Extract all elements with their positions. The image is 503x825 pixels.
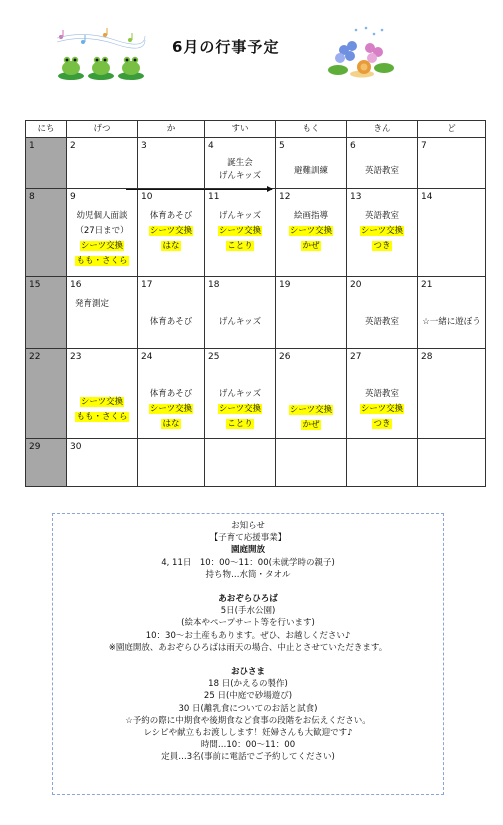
notice-section-label: 【子育て応援事業】 [209, 533, 287, 544]
hydrangea-pink [365, 43, 383, 63]
calendar-day-cell [26, 439, 67, 487]
day-number: 6 [350, 141, 356, 151]
day-number: 25 [208, 352, 220, 362]
calendar-day-cell [138, 138, 205, 189]
garden-line: 持ち物…水筒・タオル [205, 569, 291, 580]
day-number: 15 [29, 280, 41, 290]
event-text: かぜ [302, 241, 320, 251]
sheet-change-event [347, 404, 417, 415]
calendar-day-cell [347, 277, 418, 349]
event-label [205, 317, 275, 328]
event-text: シーツ交換 [149, 226, 193, 236]
page-title: 6月の行事予定 [172, 38, 280, 56]
sheet-change-event [347, 226, 417, 237]
event-text: もも・さくら [76, 256, 128, 266]
day-number: 13 [350, 192, 362, 202]
event-label [205, 211, 275, 222]
ohisama-line: レシピや献立もお渡しします！妊婦さんも大歓迎です♪ [143, 728, 353, 739]
event-text: もも・さくら [76, 412, 128, 422]
day-number: 20 [350, 280, 362, 290]
weekday-fri: きん [347, 121, 418, 138]
event-text: 体育あそび [149, 211, 193, 221]
day-number: 12 [279, 192, 291, 202]
notice-heading: お知らせ [231, 521, 265, 531]
measurement-period-arrow [126, 189, 272, 190]
event-text: シーツ交換 [80, 241, 124, 251]
monthly-calendar [25, 120, 486, 487]
sheet-change-event [347, 241, 417, 252]
frog-2 [88, 57, 114, 80]
event-text: げんキッズ [218, 211, 262, 221]
weekday-header-row [26, 121, 486, 138]
event-text: シーツ交換 [80, 397, 124, 407]
event-label [347, 317, 417, 328]
event-label [418, 317, 485, 328]
event-text: 英語教室 [364, 211, 399, 221]
ohisama-line: 25 日(中庭で砂場遊び) [203, 691, 293, 702]
calendar-day-cell [347, 138, 418, 189]
calendar-day-cell [138, 277, 205, 349]
event-text: つき [373, 241, 391, 251]
event-text: 誕生会 [227, 158, 253, 168]
weekday-mon: げつ [67, 121, 138, 138]
event-text: 英語教室 [364, 317, 399, 327]
event-text: 体育あそび [149, 317, 193, 327]
event-label [138, 317, 204, 328]
event-label [205, 158, 275, 169]
calendar-day-cell [418, 349, 486, 439]
sheet-change-event [205, 404, 275, 415]
aozora-line: ※園庭開放、あおぞらひろばは雨天の場合、中止とさせていただきます。 [108, 642, 388, 653]
event-label [347, 389, 417, 400]
sheet-change-event [276, 241, 346, 252]
aozora-line: (絵本やペープサート等を行います) [181, 618, 315, 629]
calendar-day-cell [347, 439, 418, 487]
ohisama-line: 時間…10：00～11：00 [200, 740, 296, 751]
weekday-thu: もく [276, 121, 347, 138]
calendar-day-cell [276, 138, 347, 189]
calendar-day-cell [67, 138, 138, 189]
day-number: 24 [141, 352, 153, 362]
sheet-change-event [205, 241, 275, 252]
event-label [67, 226, 137, 237]
calendar-day-cell [205, 277, 276, 349]
calendar-day-cell [26, 189, 67, 277]
sheet-change-event [205, 419, 275, 430]
event-text: げんキッズ [218, 171, 262, 181]
event-text: シーツ交換 [289, 405, 333, 415]
calendar-day-cell [67, 277, 138, 349]
ohisama-line: 定員…3名(事前に電話でご予約してください) [161, 752, 335, 763]
event-text: ことり [227, 419, 253, 429]
event-text: （27日まで） [75, 226, 129, 236]
calendar-day-cell [26, 138, 67, 189]
weekday-sat: ど [418, 121, 486, 138]
event-text: げんキッズ [218, 389, 262, 399]
day-number: 14 [421, 192, 433, 202]
music-notes [59, 28, 133, 44]
sheet-change-event [67, 256, 137, 267]
calendar-day-cell [67, 349, 138, 439]
event-label [276, 211, 346, 222]
event-label [67, 211, 137, 222]
calendar-day-cell [347, 189, 418, 277]
ohisama-title: おひさま [230, 667, 265, 678]
sheet-change-event [347, 419, 417, 430]
sheet-change-event [276, 420, 346, 431]
day-number: 4 [208, 141, 214, 151]
event-text: ことり [227, 241, 253, 251]
calendar-day-cell [276, 439, 347, 487]
day-number: 19 [279, 280, 291, 290]
frog-3 [118, 57, 144, 80]
day-number: 27 [350, 352, 362, 362]
event-text: シーツ交換 [289, 226, 333, 236]
calendar-day-cell [205, 138, 276, 189]
event-label [205, 389, 275, 400]
day-number: 9 [70, 192, 76, 202]
sheet-change-event [138, 241, 204, 252]
calendar-day-cell [67, 189, 138, 277]
garden-line: 4, 11日 10：00～11：00(未就学時の親子) [161, 557, 335, 568]
hydrangea-blue [335, 41, 357, 63]
hydrangea-illustration [326, 26, 396, 84]
calendar-day-cell [67, 439, 138, 487]
weekday-sun: にち [26, 121, 67, 138]
event-text: つき [373, 419, 391, 429]
event-text: はな [162, 241, 180, 251]
event-label [75, 299, 145, 310]
calendar-week-row [26, 189, 486, 277]
sheet-change-event [138, 226, 204, 237]
calendar-day-cell [205, 439, 276, 487]
calendar-day-cell [276, 349, 347, 439]
day-number: 8 [29, 192, 35, 202]
event-label [276, 166, 346, 177]
aozora-line: 10：30～お土産もあります。ぜひ、お越しください♪ [145, 630, 351, 641]
calendar-day-cell [138, 189, 205, 277]
event-label [347, 211, 417, 222]
weekday-tue: か [138, 121, 205, 138]
day-number: 2 [70, 141, 76, 151]
day-number: 30 [70, 442, 82, 452]
event-text: シーツ交換 [360, 226, 404, 236]
calendar-day-cell [138, 439, 205, 487]
day-number: 17 [141, 280, 153, 290]
event-text: 英語教室 [364, 166, 399, 176]
frogs-illustration [55, 28, 147, 83]
calendar-day-cell [276, 189, 347, 277]
event-label [138, 389, 204, 400]
calendar-week-row [26, 277, 486, 349]
day-number: 28 [421, 352, 433, 362]
sheet-change-event [67, 412, 137, 423]
calendar-day-cell [418, 189, 486, 277]
day-number: 23 [70, 352, 82, 362]
frog-1 [58, 57, 84, 80]
calendar-week-row [26, 138, 486, 189]
event-text: はな [162, 419, 180, 429]
header [0, 0, 503, 100]
event-text: シーツ交換 [149, 404, 193, 414]
event-label [205, 171, 275, 182]
calendar-day-cell [418, 439, 486, 487]
event-text: げんキッズ [218, 317, 262, 327]
day-number: 3 [141, 141, 147, 151]
event-text: かぜ [302, 420, 320, 430]
event-text: 幼児個人面談 [76, 211, 128, 221]
aozora-line: 5日(手水公園) [220, 606, 276, 617]
event-label [138, 211, 204, 222]
calendar-day-cell [418, 277, 486, 349]
calendar-day-cell [138, 349, 205, 439]
event-text: シーツ交換 [218, 404, 262, 414]
event-text: 英語教室 [364, 389, 399, 399]
day-number: 7 [421, 141, 427, 151]
event-text: シーツ交換 [360, 404, 404, 414]
sheet-change-event [276, 226, 346, 237]
day-number: 10 [141, 192, 153, 202]
event-text: 体育あそび [149, 389, 193, 399]
day-number: 11 [208, 192, 220, 202]
sheet-change-event [276, 405, 346, 416]
raindrops [355, 27, 384, 36]
event-text: ☆一緒に遊ぼう [422, 317, 481, 327]
calendar-day-cell [418, 138, 486, 189]
weekday-wed: すい [205, 121, 276, 138]
garden-title: 園庭開放 [230, 545, 265, 556]
day-number: 22 [29, 352, 41, 362]
calendar-day-cell [347, 349, 418, 439]
day-number: 29 [29, 442, 41, 452]
event-text: 発育測定 [75, 299, 110, 309]
day-number: 1 [29, 141, 35, 151]
sheet-change-event [67, 397, 137, 408]
event-label [347, 166, 417, 177]
calendar-week-row [26, 349, 486, 439]
notice-box [52, 513, 444, 795]
event-text: 絵画指導 [293, 211, 328, 221]
calendar-day-cell [26, 349, 67, 439]
day-number: 26 [279, 352, 291, 362]
calendar-day-cell [205, 349, 276, 439]
calendar-day-cell [276, 277, 347, 349]
day-number: 16 [70, 280, 82, 290]
sheet-change-event [67, 241, 137, 252]
ohisama-line: 18 日(かえるの製作) [208, 679, 288, 690]
calendar-week-row [26, 439, 486, 487]
calendar-day-cell [26, 277, 67, 349]
sheet-change-event [205, 226, 275, 237]
calendar-day-cell [205, 189, 276, 277]
event-text: 避難訓練 [293, 166, 328, 176]
sheet-change-event [138, 404, 204, 415]
aozora-title: あおぞらひろば [218, 594, 278, 605]
day-number: 21 [421, 280, 433, 290]
day-number: 5 [279, 141, 285, 151]
day-number: 18 [208, 280, 220, 290]
ohisama-line: ☆予約の際に中期食や後期食など食事の段階をお伝えください。 [125, 715, 371, 726]
event-text: シーツ交換 [218, 226, 262, 236]
ohisama-line: 30 日(離乳食についてのお話と試食) [178, 703, 318, 714]
sheet-change-event [138, 419, 204, 430]
